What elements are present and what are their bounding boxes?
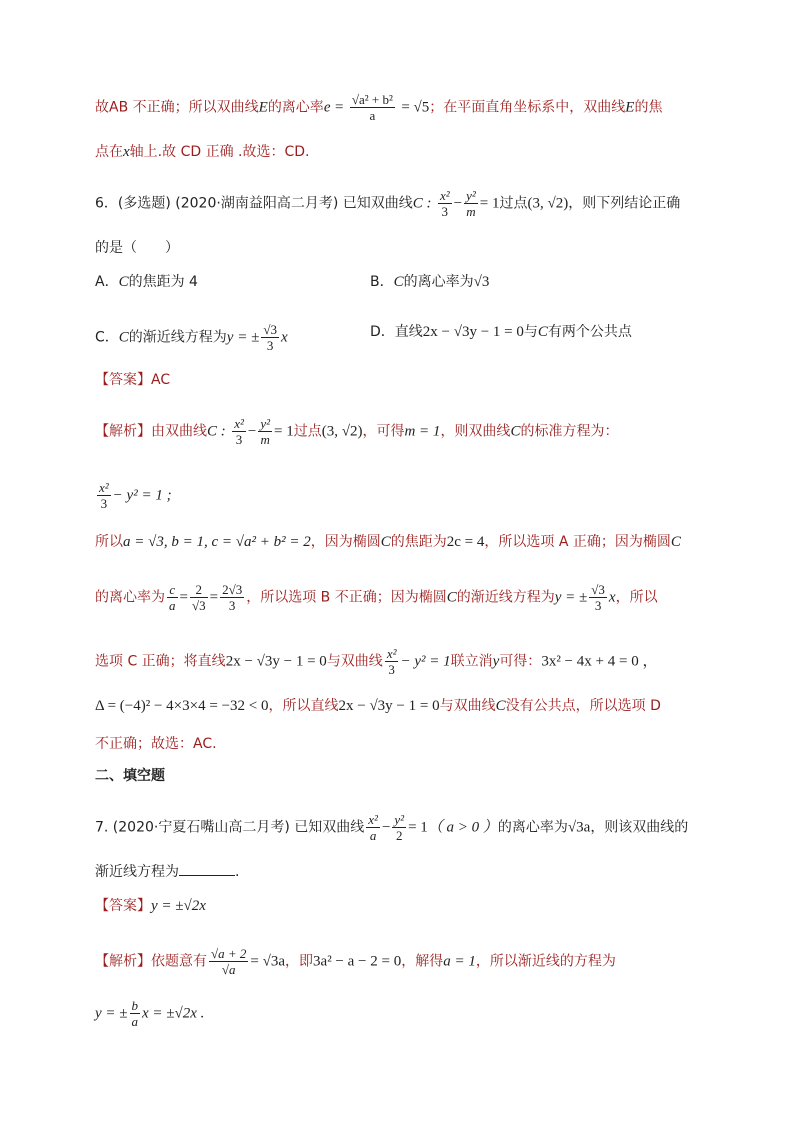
text: 选项 C 正确；将直线 [95,653,226,670]
math: = √3a [250,953,286,970]
text: 的焦距为 [390,534,447,550]
option-b [370,272,489,292]
text: 的标准方程为： [520,423,619,440]
label: D．直线 [370,324,423,340]
text: ，所以直线 [268,698,339,714]
standard-equation [95,480,172,511]
text: 有两个公共点 [547,324,632,340]
answer-7 [95,896,206,916]
fraction: $\frac{\text{y²}}{2}$ [394,812,405,843]
label: B． [370,274,394,290]
math: = 1 [408,819,428,836]
label: C． [95,329,119,346]
math: = 1 [479,195,500,212]
math: √3a [567,819,591,836]
fraction: $\frac{\text{x²}}{3}$ [234,416,244,447]
fraction: $\frac{√3}{3}$ [263,322,277,353]
math: C [537,324,548,340]
math: 2x − √3y − 1 = 0 [422,324,524,340]
question-text: 6．(多选题) (2020·湖南益阳高二月考) 已知双曲线 [95,195,413,212]
math: (3, √2) [321,423,363,440]
math: 2x − √3y − 1 = 0 [225,653,327,670]
text: 的离心率 [267,99,324,116]
math: C [118,274,129,290]
var-E: E [625,99,635,116]
label: A． [95,274,119,290]
explanation-line-s1 [95,532,681,552]
eccentricity-fraction: $\frac{\text{√a² + b²}}{a}$ [351,92,393,123]
math: − [453,195,463,212]
text: 的焦距为 4 [128,274,198,290]
text: 过点 [293,423,322,440]
math: （ a > 0 ） [427,819,498,836]
fraction: $\frac{2}{√3}$ [191,582,206,613]
math: 3a² − a − 2 = 0 [313,953,402,970]
text: 故AB 不正确；所以双曲线 [95,99,259,116]
math: x = ±√2x . [142,1005,205,1022]
text: ，则下列结论正确 [568,195,681,212]
math: C [446,589,457,606]
math: = 1 [274,423,294,440]
text: ，所以选项 B 不正确；因为椭圆 [246,589,447,606]
math: − y² = 1 [400,653,451,670]
fraction: $\frac{\text{y²}}{m}$ [466,188,476,219]
text: ，因为椭圆 [310,534,381,550]
math: C [670,534,681,550]
math: C [393,274,404,290]
text: 的离心率为 [497,819,568,836]
text: 的渐近线方程为 [456,589,555,606]
question-7-cont [95,862,239,882]
answer-blank[interactable] [179,863,235,876]
section-heading: 二、填空题 [95,768,165,784]
math: y = ± [95,1005,128,1022]
final-equation [95,998,204,1029]
math: − y² = 1 ; [112,487,172,504]
text: 与双曲线 [439,698,496,714]
fraction: $\frac{\text{x²}}{a}$ [368,812,378,843]
text: 依题意有 [151,953,207,970]
text: ，所以选项 A 正确；因为椭圆 [484,534,671,550]
math: a = √3, b = 1, c = √a² + b² = 2 [123,534,311,550]
math: y [492,653,500,670]
math: = [209,589,219,606]
fraction: $\frac{\text{x²}}{3}$ [439,188,450,219]
math: a = 1 [443,953,476,970]
text: 的渐近线方程为 [128,329,227,346]
math: x [608,589,616,606]
math: = √5 [401,99,430,116]
text: 的离心率为 [403,274,474,290]
text: 与 [523,324,538,340]
answer-6: 【答案】AC [95,372,171,388]
math: C [495,698,506,714]
tag: 【解析】 [95,423,151,440]
text: 轴上.故 CD 正确 .故选：CD. [129,144,310,160]
question-6-cont: 的是（ ） [95,240,179,256]
var-x: x [123,144,130,160]
math: C [510,423,521,440]
math: (3, √2) [527,195,569,212]
text: 没有公共点，所以选项 D [505,698,661,714]
text: ，则双曲线 [440,423,511,440]
text: 由双曲线 [151,423,207,440]
fraction: $\frac{√a + 2}{√a}$ [211,946,247,977]
fraction: $\frac{\text{x²}}{3}$ [99,480,109,511]
text: ，所以渐近线的方程为 [475,953,616,970]
math: x [280,329,288,346]
text: 的焦 [634,99,663,116]
math: 2x − √3y − 1 = 0 [338,698,440,714]
explanation-line-s5: 不正确；故选：AC. [95,736,217,752]
text: 点在 [95,144,123,160]
math: y = ± [554,589,588,606]
math: y = ± [226,329,260,346]
question-text: 7. (2020·宁夏石嘴山高二月考) 已知双曲线 [95,819,365,836]
line-1 [95,92,662,123]
option-a [95,272,198,292]
math: C [380,534,391,550]
explanation-line-s2 [95,582,658,613]
text: ；在平面直角坐标系中，双曲线 [429,99,626,116]
fraction: $\frac{2√3}{3}$ [222,582,243,613]
fraction: $\frac{c}{a}$ [169,582,176,613]
text: . [235,864,240,880]
text: ，即 [285,953,314,970]
option-c [95,322,288,353]
explanation-line-s3 [95,646,657,677]
equals: = [334,99,344,116]
math: − [381,819,391,836]
question-6 [95,188,680,219]
var-e: e [323,99,331,116]
text: 与双曲线 [326,653,383,670]
fraction: $\frac{\text{y²}}{m}$ [260,416,271,447]
text: ，可得 [362,423,405,440]
tag: 【答案】 [95,898,151,914]
fraction: $\frac{\text{x²}}{3}$ [386,646,397,677]
fraction: $\frac{b}{a}$ [131,998,139,1029]
math: Δ = (−4)² − 4×3×4 = −32 < 0 [95,698,269,714]
math: C [118,329,129,346]
text: 联立消 [450,653,493,670]
math: = [179,589,188,606]
text: 的离心率为 [95,589,165,606]
fraction: $\frac{√3}{3}$ [591,582,605,613]
text: ，则该双曲线的 [590,819,689,836]
math: C : [412,195,432,212]
math: y = ±√2x [151,898,206,914]
math: − [247,423,257,440]
text: ，所以 [615,589,658,606]
explanation-6 [95,416,618,447]
math: √3 [473,274,490,290]
text: 渐近线方程为 [95,864,179,880]
math: m = 1 [404,423,441,440]
question-7 [95,812,688,843]
text: 所以 [95,534,123,550]
math: 2c = 4 [446,534,485,550]
explanation-line-s4 [95,696,661,716]
var-E: E [258,99,268,116]
math: C : [207,423,226,440]
text: ，解得 [401,953,444,970]
tag: 【解析】 [95,953,151,970]
line-2 [95,142,309,162]
text: 过点 [499,195,528,212]
math: 3x² − 4x + 4 = 0 ， [541,653,658,670]
explanation-7 [95,946,616,977]
option-d [370,322,632,342]
text: 可得： [499,653,542,670]
